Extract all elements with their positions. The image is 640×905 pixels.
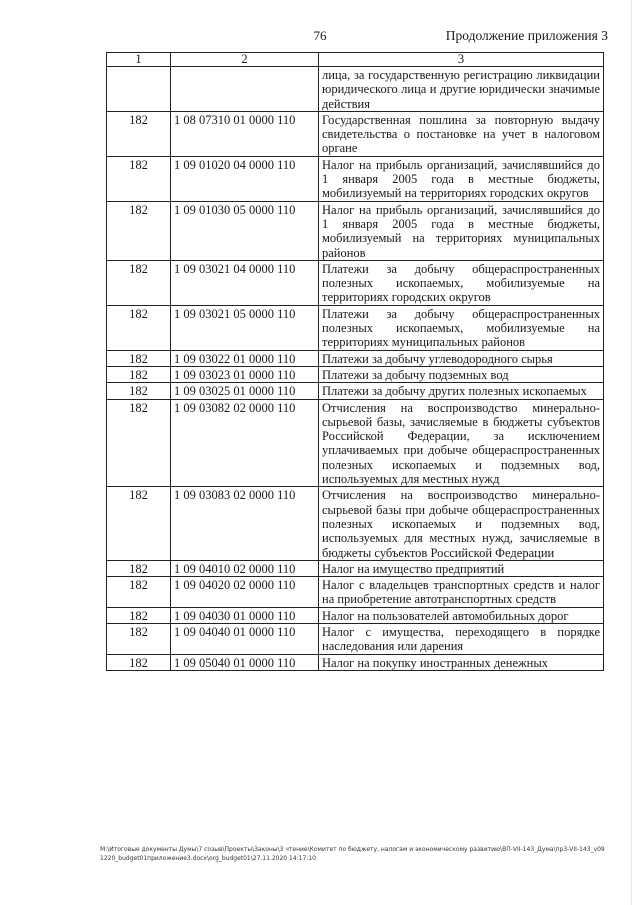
table-row xyxy=(107,201,604,260)
admin-code-cell: 182 xyxy=(107,577,171,608)
budget-code-cell: 1 09 04030 01 0000 110 xyxy=(171,607,319,623)
table-row xyxy=(107,156,604,201)
admin-code-cell: 182 xyxy=(107,366,171,382)
budget-code-cell: 1 09 03021 04 0000 110 xyxy=(171,260,319,305)
scan-edge xyxy=(631,0,632,905)
admin-code-cell: 182 xyxy=(107,350,171,366)
budget-code-cell: 1 09 03023 01 0000 110 xyxy=(171,366,319,382)
admin-code-cell: 182 xyxy=(107,560,171,576)
column-header-1: 1 xyxy=(107,53,171,67)
table-row xyxy=(107,383,604,399)
admin-code-cell xyxy=(107,67,171,112)
table-row xyxy=(107,487,604,560)
table-row xyxy=(107,366,604,382)
table-row xyxy=(107,111,604,156)
revenue-name-cell: Отчисления на воспроизводство минерально-сырьевой базы, зачисляемые в бюджеты субъектов Российской Федерации, за исключением уплачиваемых при добыче общераспространенных полезных ископаемых и подземных вод, используемых для местных нужд xyxy=(319,399,604,487)
admin-code-cell: 182 xyxy=(107,607,171,623)
continuation-label: Продолжение приложения 3 xyxy=(445,28,608,43)
table-row xyxy=(107,350,604,366)
budget-code-cell: 1 09 01030 05 0000 110 xyxy=(171,201,319,260)
revenue-name-cell: Платежи за добычу общераспространенных полезных ископаемых, мобилизуемые на территориях городских округов xyxy=(319,260,604,305)
revenue-name-cell: Налог на прибыль организаций, зачислявшийся до 1 января 2005 года в местные бюджеты, мобилизуемый на территориях городских округов xyxy=(319,156,604,201)
table-row xyxy=(107,67,604,112)
admin-code-cell: 182 xyxy=(107,623,171,654)
admin-code-cell: 182 xyxy=(107,156,171,201)
revenue-name-cell: Налог с имущества, переходящего в порядке наследования или дарения xyxy=(319,623,604,654)
budget-code-cell: 1 09 03025 01 0000 110 xyxy=(171,383,319,399)
budget-code-cell: 1 09 03082 02 0000 110 xyxy=(171,399,319,487)
admin-code-cell: 182 xyxy=(107,399,171,487)
admin-code-cell: 182 xyxy=(107,654,171,670)
budget-code-cell: 1 09 04040 01 0000 110 xyxy=(171,623,319,654)
table-row xyxy=(107,260,604,305)
budget-code-cell: 1 09 04010 02 0000 110 xyxy=(171,560,319,576)
budget-code-cell xyxy=(171,67,319,112)
budget-code-cell: 1 08 07310 01 0000 110 xyxy=(171,111,319,156)
admin-code-cell: 182 xyxy=(107,487,171,560)
table-header-row xyxy=(107,53,604,67)
revenue-name-cell: Налог на имущество предприятий xyxy=(319,560,604,576)
revenue-name-cell: лица, за государственную регистрацию ликвидации юридического лица и другие юридически значимые действия xyxy=(319,67,604,112)
revenue-name-cell: Отчисления на воспроизводство минерально-сырьевой базы при добыче общераспространенных полезных ископаемых и подземных вод, используемых для местных нужд, зачисляемые в бюджеты субъектов Российской Федерации xyxy=(319,487,604,560)
page-number: 76 xyxy=(313,28,327,43)
table-row xyxy=(107,607,604,623)
column-header-2: 2 xyxy=(171,53,319,67)
admin-code-cell: 182 xyxy=(107,383,171,399)
budget-code-cell: 1 09 03022 01 0000 110 xyxy=(171,350,319,366)
revenue-name-cell: Платежи за добычу подземных вод xyxy=(319,366,604,382)
revenue-name-cell: Платежи за добычу других полезных ископаемых xyxy=(319,383,604,399)
table-row xyxy=(107,560,604,576)
file-path-footer: M:\Итоговые документы Думы\7 созыв\Проекты\Законы\3 чтение\Комитет по бюджету, налогам и экономическому развитию\ВП-VII-143_Дума\пр3-VII-143_v091220_budget01приложение3.docx\org_budget01\27.11.2020 14:17:10 xyxy=(100,846,605,862)
table-row xyxy=(107,623,604,654)
revenue-name-cell: Налог на пользователей автомобильных дорог xyxy=(319,607,604,623)
admin-code-cell: 182 xyxy=(107,260,171,305)
admin-code-cell: 182 xyxy=(107,305,171,350)
table-row xyxy=(107,654,604,670)
budget-code-cell: 1 09 05040 01 0000 110 xyxy=(171,654,319,670)
revenue-codes-table xyxy=(106,52,604,671)
admin-code-cell: 182 xyxy=(107,111,171,156)
table-row xyxy=(107,577,604,608)
column-header-3: 3 xyxy=(319,53,604,67)
revenue-name-cell: Налог на покупку иностранных денежных xyxy=(319,654,604,670)
revenue-name-cell: Налог с владельцев транспортных средств и налог на приобретение автотранспортных средств xyxy=(319,577,604,608)
revenue-name-cell: Государственная пошлина за повторную выдачу свидетельства о постановке на учет в налоговом органе xyxy=(319,111,604,156)
budget-code-cell: 1 09 01020 04 0000 110 xyxy=(171,156,319,201)
admin-code-cell: 182 xyxy=(107,201,171,260)
revenue-name-cell: Платежи за добычу углеводородного сырья xyxy=(319,350,604,366)
revenue-name-cell: Платежи за добычу общераспространенных полезных ископаемых, мобилизуемые на территориях муниципальных районов xyxy=(319,305,604,350)
budget-code-cell: 1 09 03021 05 0000 110 xyxy=(171,305,319,350)
budget-code-cell: 1 09 04020 02 0000 110 xyxy=(171,577,319,608)
table-row xyxy=(107,305,604,350)
revenue-name-cell: Налог на прибыль организаций, зачислявшийся до 1 января 2005 года в местные бюджеты, мобилизуемый на территориях муниципальных районов xyxy=(319,201,604,260)
table-row xyxy=(107,399,604,487)
budget-code-cell: 1 09 03083 02 0000 110 xyxy=(171,487,319,560)
